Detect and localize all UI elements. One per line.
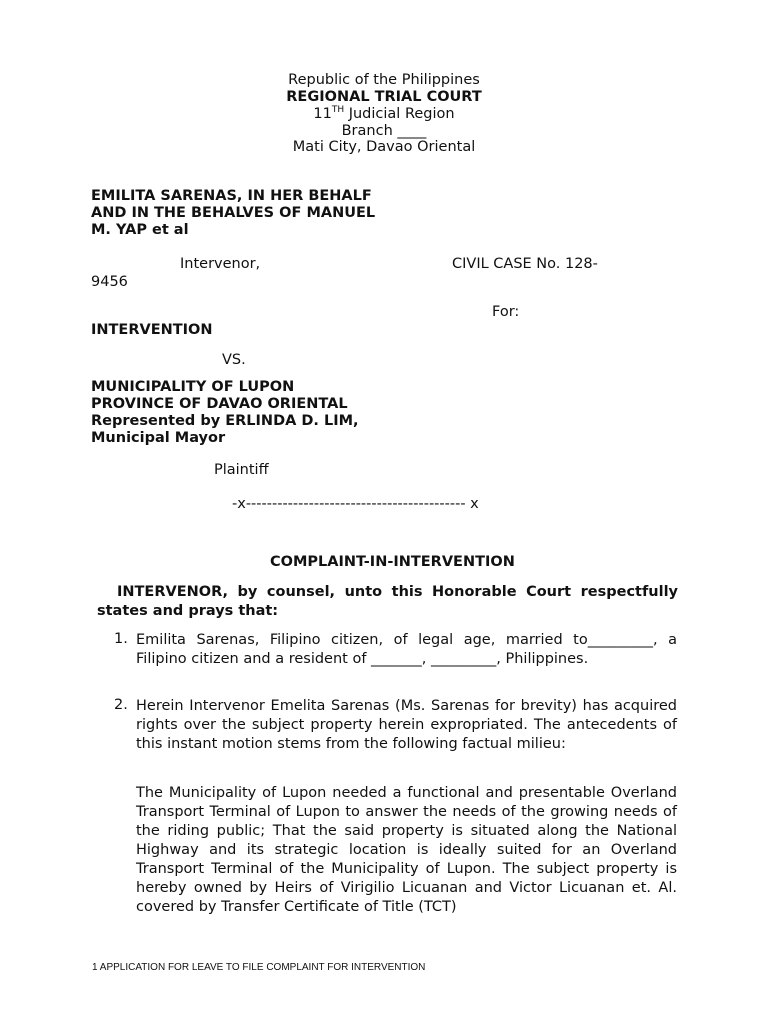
document-title: COMPLAINT-IN-INTERVENTION bbox=[270, 554, 515, 570]
caption-divider: -x------------------------------------------ x bbox=[232, 496, 479, 512]
case-number: CIVIL CASE No. 128- bbox=[452, 256, 598, 272]
court-name: REGIONAL TRIAL COURT bbox=[286, 89, 482, 105]
paragraph-text: Emilita Sarenas, Filipino citizen, of legal age, married to_________, a Filipino citizen and a resident of _______, _________, Philippines. bbox=[136, 632, 677, 667]
defendant-line: Municipal Mayor bbox=[91, 430, 226, 446]
region-label: Judicial Region bbox=[344, 106, 455, 122]
branch-line: Branch ____ bbox=[341, 123, 427, 139]
intervenor-name-line: M. YAP et al bbox=[91, 222, 189, 238]
republic-line: Republic of the Philippines bbox=[288, 72, 480, 88]
paragraph-number: 2. bbox=[114, 697, 128, 713]
for-label: For: bbox=[492, 304, 520, 320]
defendant-name bbox=[91, 379, 359, 447]
judicial-region bbox=[0, 106, 768, 123]
paragraph-number: 1. bbox=[114, 631, 128, 647]
paragraph-text: Herein Intervenor Emelita Sarenas (Ms. Sarenas for brevity) has acquired rights over the subject property herein expropriated. The antecedents of this instant motion stems from the following factual milieu: bbox=[136, 698, 677, 752]
defendant-line: MUNICIPALITY OF LUPON bbox=[91, 379, 295, 395]
intervenor-role: Intervenor, bbox=[180, 256, 261, 272]
versus-label: VS. bbox=[222, 352, 246, 368]
intervenor-name bbox=[91, 188, 375, 239]
factual-background-paragraph: The Municipality of Lupon needed a functional and presentable Overland Transport Terminal of Lupon to answer the needs of the growing needs of the riding public; That the said property is situated along the National Highway and its strategic location is ideally suited for an Overland Transport Terminal of the Municipality of Lupon. The subject property is hereby owned by Heirs of Virigilio Licuanan and Victor Licuanan et. Al. covered by Transfer Certificate of Title (TCT) bbox=[136, 785, 677, 915]
defendant-line: PROVINCE OF DAVAO ORIENTAL bbox=[91, 396, 348, 412]
intervenor-name-line: EMILITA SARENAS, IN HER BEHALF bbox=[91, 188, 372, 204]
footnote: 1 APPLICATION FOR LEAVE TO FILE COMPLAINT FOR INTERVENTION bbox=[92, 962, 426, 973]
case-number-continued: 9456 bbox=[91, 274, 128, 290]
case-nature: INTERVENTION bbox=[91, 322, 213, 338]
region-number: 11 bbox=[313, 106, 332, 122]
court-location: Mati City, Davao Oriental bbox=[292, 139, 476, 155]
intro-paragraph: INTERVENOR, by counsel, unto this Honorable Court respectfully states and prays that: bbox=[97, 584, 678, 619]
plaintiff-role: Plaintiff bbox=[214, 462, 269, 478]
defendant-line: Represented by ERLINDA D. LIM, bbox=[91, 413, 359, 429]
intervenor-name-line: AND IN THE BEHALVES OF MANUEL bbox=[91, 205, 376, 221]
region-ordinal-suffix: TH bbox=[331, 105, 345, 116]
